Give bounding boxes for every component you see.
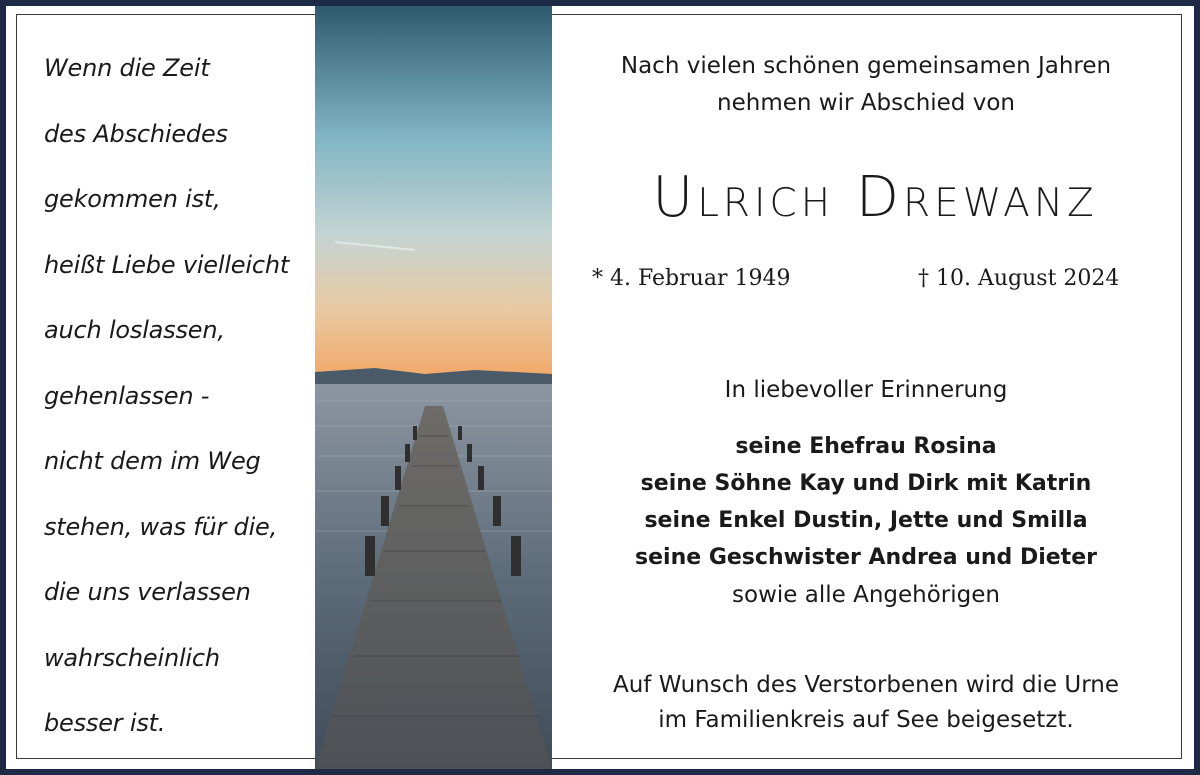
closing-note: [566, 668, 1166, 738]
poem-line: besser ist.: [44, 709, 166, 737]
family-member: seine Ehefrau Rosina: [735, 434, 997, 459]
family-member: seine Enkel Dustin, Jette und Smilla: [644, 508, 1088, 533]
deceased-name: Ulrich Drewanz: [652, 165, 1098, 230]
poem-line: heißt Liebe vielleicht: [44, 250, 290, 279]
poem-line: stehen, was für die,: [44, 512, 278, 541]
memory-line: In liebevoller Erinnerung: [724, 377, 1008, 403]
intro: [566, 48, 1166, 122]
birth-date: * 4. Februar 1949: [592, 266, 791, 291]
poem-line: wahrscheinlich: [44, 643, 220, 672]
poem-line: gekommen ist,: [44, 185, 221, 213]
poem-line: Wenn die Zeit: [44, 54, 210, 82]
notice-text: [566, 0, 1166, 775]
poem-line: des Abschiedes: [44, 119, 228, 148]
family-member: seine Geschwister Andrea und Dieter: [635, 545, 1097, 570]
death-date: † 10. August 2024: [918, 266, 1120, 291]
family-member: seine Söhne Kay und Dirk mit Katrin: [640, 471, 1092, 496]
family-list: [566, 428, 1166, 614]
closing-line: Auf Wunsch des Verstorbenen wird die Urne: [612, 672, 1120, 698]
life-dates: [566, 266, 1166, 306]
closing-line: im Familienkreis auf See beigesetzt.: [658, 707, 1074, 733]
poem-line: nicht dem im Weg: [44, 447, 261, 475]
intro-line: nehmen wir Abschied von: [717, 90, 1015, 116]
poem-line: die uns verlassen: [44, 578, 251, 606]
poem-line: auch loslassen,: [44, 316, 225, 344]
poem-line: gehenlassen -: [44, 381, 210, 410]
jetty-photo: [315, 6, 552, 769]
intro-line: Nach vielen schönen gemeinsamen Jahren: [620, 53, 1112, 79]
poem: [44, 46, 304, 767]
relatives-line: sowie alle Angehörigen: [732, 582, 1000, 608]
